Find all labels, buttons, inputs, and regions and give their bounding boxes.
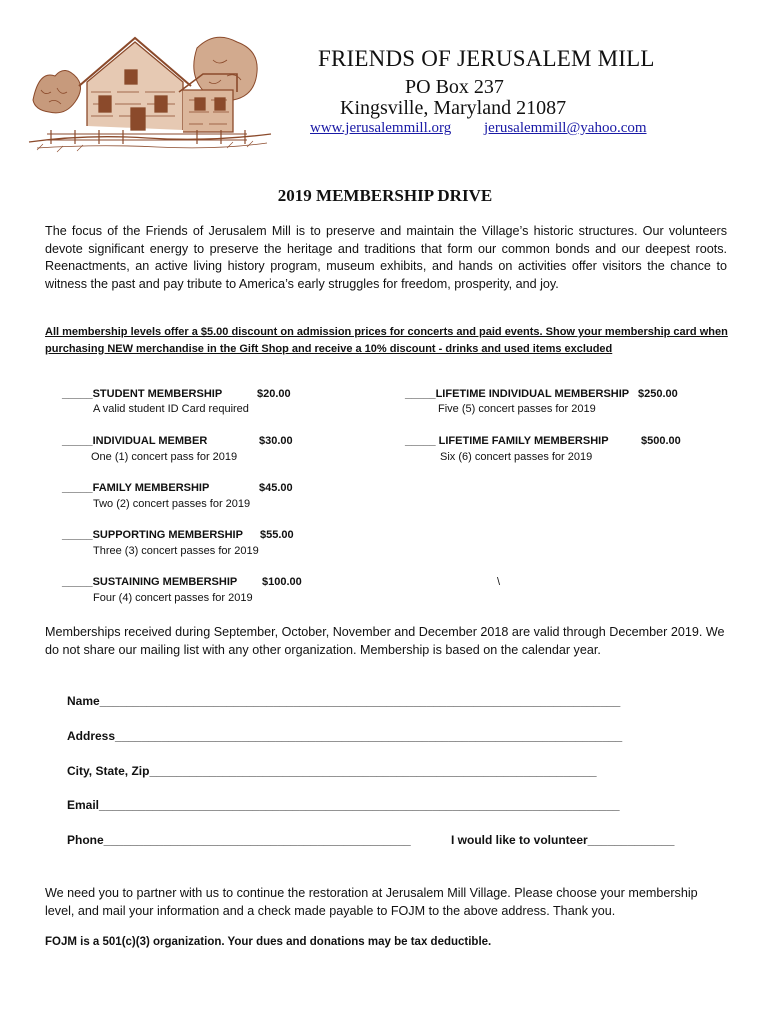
mill-building-sketch-icon — [27, 30, 273, 158]
address-field[interactable]: Address____________________________________________________________________________ — [67, 729, 623, 743]
tier-family-name[interactable]: _____FAMILY MEMBERSHIP — [62, 482, 210, 494]
phone-field[interactable]: Phone______________________________________________ — [67, 833, 411, 847]
volunteer-field[interactable]: I would like to volunteer_____________ — [451, 833, 675, 847]
stray-mark: \ — [497, 576, 501, 588]
tax-deductible-note: FOJM is a 501(c)(3) organization. Your dues and donations may be tax deductible. — [45, 936, 492, 948]
tier-sustaining-desc: Four (4) concert passes for 2019 — [93, 592, 253, 604]
organization-name: FRIENDS OF JERUSALEM MILL — [318, 46, 655, 71]
tier-student-price: $20.00 — [257, 388, 291, 400]
tier-sustaining-price: $100.00 — [262, 576, 302, 588]
tier-lifetime-individual-desc: Five (5) concert passes for 2019 — [438, 403, 596, 415]
city-state-address: Kingsville, Maryland 21087 — [340, 97, 567, 119]
closing-paragraph: We need you to partner with us to continue the restoration at Jerusalem Mill Village. Please choose your membership level, and mail your information and a check made payable to FOJM to the above address. Thank you. — [45, 886, 698, 918]
tier-sustaining-name[interactable]: _____SUSTAINING MEMBERSHIP — [62, 576, 238, 588]
discount-note: All membership levels offer a $5.00 discount on admission prices for concerts and paid events. Show your membership card when purchasing NEW merchandise in the Gift Shop and receive a 10% discount - drinks and used items excluded — [45, 326, 728, 355]
tier-student-name[interactable]: _____STUDENT MEMBERSHIP — [62, 388, 223, 400]
city-state-zip-field[interactable]: City, State, Zip___________________________________________________________________ — [67, 764, 597, 778]
tier-family-price: $45.00 — [259, 482, 293, 494]
tier-individual-desc: One (1) concert pass for 2019 — [91, 451, 238, 463]
tier-lifetime-individual-price: $250.00 — [638, 388, 678, 400]
tier-individual-price: $30.00 — [259, 435, 293, 447]
intro-paragraph: The focus of the Friends of Jerusalem Mill is to preserve and maintain the Village’s historic structures. Our volunteers devote significant energy to preserve the heritage and traditions that form our common bonds and our deepest roots. Reenactments, an active living history program, museum exhibits, and hands on activities offer visitors the chance to witness the past and pay tribute to America’s early struggles for freedom, prosperity, and joy. — [45, 224, 727, 291]
tier-supporting-price: $55.00 — [260, 529, 294, 541]
email-link[interactable]: jerusalemmill@yahoo.com — [484, 120, 647, 136]
tier-family-desc: Two (2) concert passes for 2019 — [93, 498, 251, 510]
tier-supporting-name[interactable]: _____SUPPORTING MEMBERSHIP — [62, 529, 243, 541]
tier-lifetime-individual-name[interactable]: _____LIFETIME INDIVIDUAL MEMBERSHIP — [405, 388, 630, 400]
po-box: PO Box 237 — [405, 76, 504, 98]
name-field[interactable]: Name______________________________________________________________________________ — [67, 694, 621, 708]
tier-supporting-desc: Three (3) concert passes for 2019 — [93, 545, 259, 557]
tier-individual-name[interactable]: _____INDIVIDUAL MEMBER — [62, 435, 208, 447]
tier-lifetime-family-price: $500.00 — [641, 435, 681, 447]
validity-note: Memberships received during September, October, November and December 2018 are valid through December 2019. We do not share our mailing list with any other organization. Membership is based on the calendar year. — [45, 625, 725, 657]
page-title: 2019 MEMBERSHIP DRIVE — [277, 186, 493, 205]
tier-lifetime-family-desc: Six (6) concert passes for 2019 — [440, 451, 593, 463]
tier-lifetime-family-name[interactable]: _____ LIFETIME FAMILY MEMBERSHIP — [405, 435, 609, 447]
website-link[interactable]: www.jerusalemmill.org — [310, 120, 452, 136]
email-field[interactable]: Email______________________________________________________________________________ — [67, 798, 620, 812]
tier-student-desc: A valid student ID Card required — [93, 403, 249, 415]
